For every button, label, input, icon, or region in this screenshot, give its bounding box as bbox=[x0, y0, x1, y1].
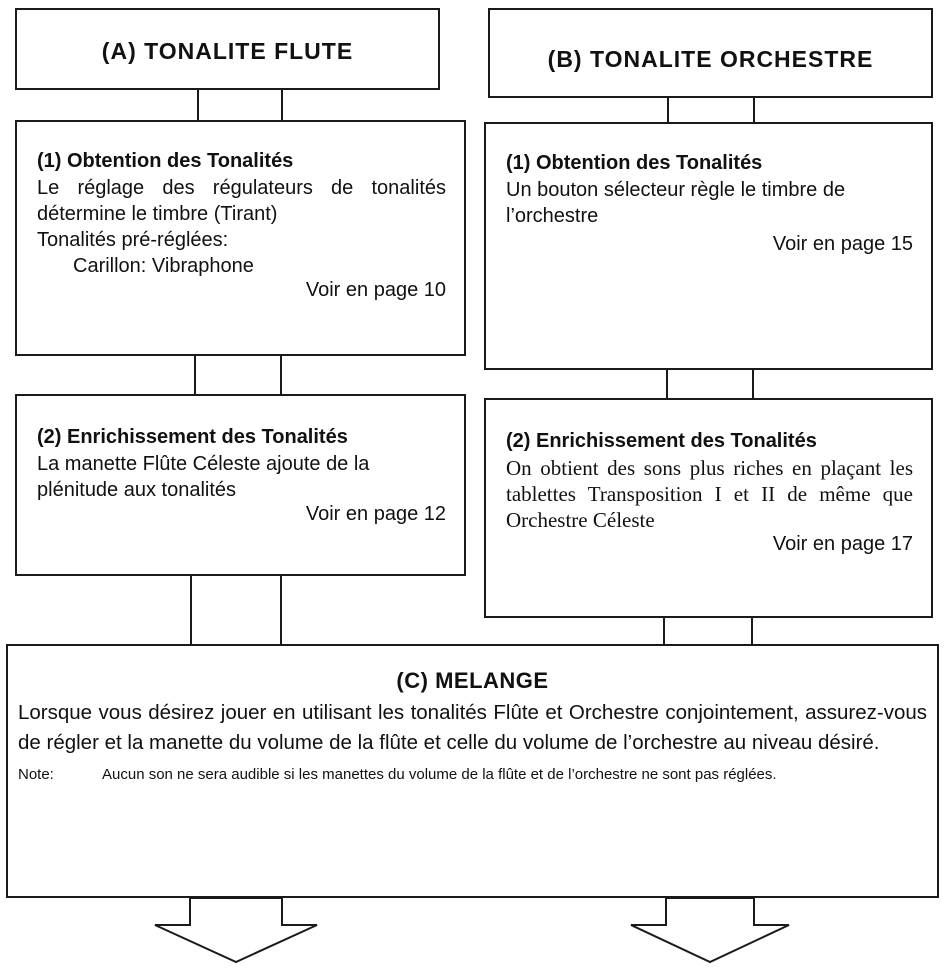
header-flute: (A) TONALITE FLUTE bbox=[101, 38, 354, 64]
step-text: Un bouton sélecteur règle le timbre de l’orchestre bbox=[506, 179, 846, 227]
down-arrow-right bbox=[631, 898, 789, 962]
note-label: Note: bbox=[18, 766, 54, 783]
note-text: Aucun son ne sera audible si les manettes du volume de la flûte et de l’orchestre ne sont pas réglées. bbox=[102, 766, 777, 783]
step-title: (1) Obtention des Tonalités bbox=[37, 150, 294, 172]
header-orchestre: (B) TONALITE ORCHESTRE bbox=[547, 46, 874, 72]
step-title: (2) Enrichissement des Tonalités bbox=[37, 426, 348, 448]
step-text: Le réglage des régulateurs de tonalités détermine le timbre (Tirant) bbox=[37, 177, 446, 225]
step-text: On obtient des sons plus riches en plaçant les tablettes Transposition I et II de même que Orchestre Céleste bbox=[506, 456, 913, 532]
mix-text: Lorsque vous désirez jouer en utilisant les tonalités Flûte et Orchestre conjointement, assurez-vous de régler et la manette du volume de la flûte et celle du volume de l’orchestre au niveau désiré. bbox=[18, 701, 927, 754]
mix-header: (C) MELANGE bbox=[396, 668, 549, 693]
step-text: La manette Flûte Céleste ajoute de la plénitude aux tonalités bbox=[37, 453, 370, 501]
page-reference: Voir en page 15 bbox=[772, 233, 913, 255]
down-arrow-left bbox=[155, 898, 317, 962]
step-title: (1) Obtention des Tonalités bbox=[506, 152, 763, 174]
preset-list: Carillon: Vibraphone bbox=[73, 255, 254, 277]
step-text-2: Tonalités pré-réglées: bbox=[37, 229, 229, 251]
page-reference: Voir en page 17 bbox=[772, 533, 913, 555]
page-reference: Voir en page 12 bbox=[305, 503, 446, 525]
step-title: (2) Enrichissement des Tonalités bbox=[506, 430, 817, 452]
page-reference: Voir en page 10 bbox=[305, 279, 446, 301]
